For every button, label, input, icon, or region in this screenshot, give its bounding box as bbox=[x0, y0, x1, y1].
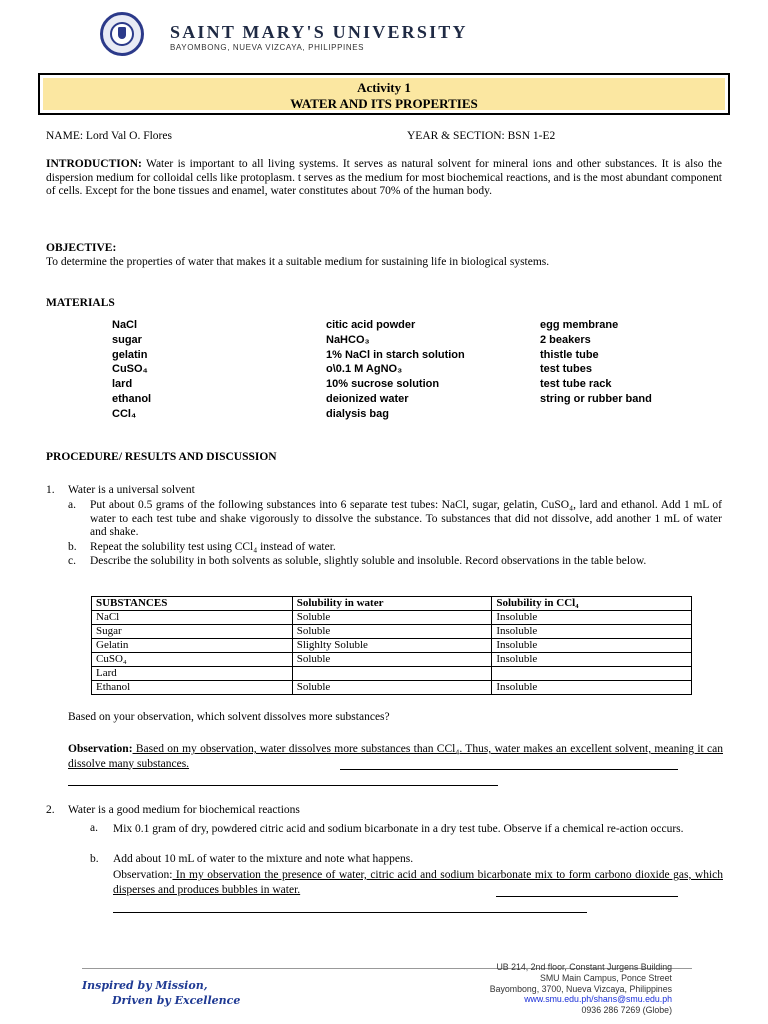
student-name: NAME: Lord Val O. Flores bbox=[46, 130, 172, 142]
item-1a-marker: a. bbox=[68, 499, 76, 511]
material-item: 2 beakers bbox=[540, 333, 591, 346]
table-cell bbox=[292, 667, 492, 681]
table-cell: Lard bbox=[92, 667, 293, 681]
university-seal-icon bbox=[100, 12, 144, 56]
footer-slogan bbox=[82, 978, 240, 1008]
table-cell: Insoluble bbox=[492, 653, 692, 667]
item-1b-marker: b. bbox=[68, 541, 77, 553]
table-row bbox=[92, 653, 692, 667]
table-row bbox=[92, 611, 692, 625]
material-item: citic acid powder bbox=[326, 319, 416, 331]
address-line: UB 214, 2nd floor, Constant Jurgens Building bbox=[496, 962, 672, 972]
website-email-link[interactable]: www.smu.edu.ph/shans@smu.edu.ph bbox=[524, 994, 672, 1005]
footer-address bbox=[490, 962, 672, 1016]
answer-line bbox=[113, 912, 587, 913]
observation-2-paragraph bbox=[113, 868, 723, 898]
slogan-line-2: Driven by Excellence bbox=[112, 994, 241, 1007]
material-item: test tube rack bbox=[540, 378, 612, 391]
observation-1-paragraph bbox=[68, 742, 723, 771]
materials-column-2 bbox=[326, 318, 465, 422]
table-cell: Insoluble bbox=[492, 681, 692, 695]
phone-number: 0936 286 7269 (Globe) bbox=[581, 1005, 672, 1016]
address-line: SMU Main Campus, Ponce Street bbox=[539, 972, 672, 983]
material-item: CCl₄ bbox=[112, 407, 137, 420]
item-2a-marker: a. bbox=[90, 822, 98, 834]
answer-line bbox=[340, 769, 678, 770]
introduction-paragraph bbox=[46, 158, 722, 199]
item-2-number: 2. bbox=[46, 804, 55, 816]
table-cell: Ethanol bbox=[92, 681, 293, 695]
answer-line bbox=[68, 785, 498, 786]
material-item: ethanol bbox=[112, 392, 152, 405]
table-cell: Soluble bbox=[292, 625, 492, 639]
table-cell: Sugar bbox=[92, 625, 293, 639]
table-cell: Soluble bbox=[292, 653, 492, 667]
materials-column-1 bbox=[112, 318, 151, 422]
table-cell: Slighlty Soluble bbox=[292, 639, 492, 653]
material-item: NaHCO₃ bbox=[326, 333, 370, 346]
table-cell: Soluble bbox=[292, 681, 492, 695]
material-item: gelatin bbox=[112, 348, 148, 361]
observation-1-label: Observation: bbox=[68, 743, 133, 755]
observation-1-text: Based on my observation, water dissolves more substances than CCl₄. Thus, water makes an excellent solvent, meaning it can dissolve many substances. bbox=[68, 743, 723, 770]
item-1b-text: Repeat the solubility test using CCl₄ instead of water. bbox=[90, 541, 336, 553]
activity-title-box bbox=[38, 73, 730, 115]
material-item: test tubes bbox=[540, 363, 592, 376]
objective-text: To determine the properties of water that makes it a suitable medium for sustaining life in biological systems. bbox=[46, 256, 550, 268]
address-line: Bayombong, 3700, Nueva Vizcaya, Philippines bbox=[489, 983, 672, 994]
table-cell: NaCl bbox=[92, 611, 293, 625]
observation-2-text: In my observation the presence of water, citric acid and sodium bicarbonate mix to form carbono dioxide gas, which disperses and produces bubbles in water. bbox=[113, 869, 723, 896]
year-section: YEAR & SECTION: BSN 1-E2 bbox=[407, 130, 556, 142]
introduction-text: Water is important to all living systems. It serves as natural solvent for mineral ions and other substances. It is also the dispersion medium for colloidal cells like protoplasm. t serves as the medium for most biochemical reactions, and is the most abundant component of cells. Except for the bone tissues and enamel, water constitutes about 70% of the human body. bbox=[46, 158, 722, 197]
activity-title: WATER AND ITS PROPERTIES bbox=[290, 96, 478, 111]
objective-label: OBJECTIVE: bbox=[46, 242, 117, 254]
table-row bbox=[92, 625, 692, 639]
material-item: o\0.1 M AgNO₃ bbox=[326, 363, 403, 376]
table-header: Solubility in CCl₄ bbox=[492, 597, 692, 611]
table-cell: Insoluble bbox=[492, 639, 692, 653]
item-2a-text: Mix 0.1 gram of dry, powdered citric acid and sodium bicarbonate in a dry test tube. Observe if a chemical re-action occurs. bbox=[113, 823, 684, 835]
table-cell: Gelatin bbox=[92, 639, 293, 653]
answer-line bbox=[496, 896, 678, 897]
item-2-title: Water is a good medium for biochemical reactions bbox=[68, 804, 300, 816]
item-1-title: Water is a universal solvent bbox=[68, 484, 195, 496]
table-header-row bbox=[92, 597, 692, 611]
activity-number: Activity 1 bbox=[357, 80, 411, 95]
solubility-table bbox=[91, 596, 692, 695]
item-1a-text: Put about 0.5 grams of the following substances into 6 separate test tubes: NaCl, sugar, gelatin, CuSO₄, lard and ethanol. Add 1 mL of water to each test tube and shake vigorously to dissolve the substance. To substances that did not dissolve, add another 1 mL of water and shake. bbox=[90, 499, 722, 538]
table-row bbox=[92, 681, 692, 695]
table-row bbox=[92, 667, 692, 681]
material-item: string or rubber band bbox=[540, 392, 652, 405]
procedure-label: PROCEDURE/ RESULTS AND DISCUSSION bbox=[46, 451, 277, 463]
material-item: sugar bbox=[112, 333, 142, 346]
introduction-label: INTRODUCTION: bbox=[46, 158, 142, 170]
slogan-line-1: Inspired by Mission, bbox=[82, 979, 208, 992]
university-name: SAINT MARY'S UNIVERSITY bbox=[170, 22, 468, 42]
table-header: Solubility in water bbox=[292, 597, 492, 611]
item-2b-text: Add about 10 mL of water to the mixture and note what happens. bbox=[113, 853, 414, 865]
material-item: dialysis bag bbox=[326, 407, 389, 420]
item-2b-marker: b. bbox=[90, 853, 99, 865]
observation-2-label: Observation: bbox=[113, 869, 173, 881]
material-item: CuSO₄ bbox=[112, 363, 148, 376]
table-cell: Soluble bbox=[292, 611, 492, 625]
material-item: 10% sucrose solution bbox=[326, 378, 440, 391]
table-row bbox=[92, 639, 692, 653]
material-item: deionized water bbox=[326, 392, 409, 405]
material-item: thistle tube bbox=[540, 348, 599, 361]
materials-label: MATERIALS bbox=[46, 297, 115, 309]
material-item: lard bbox=[112, 378, 133, 391]
solvent-question: Based on your observation, which solvent dissolves more substances? bbox=[68, 711, 390, 723]
table-header: SUBSTANCES bbox=[92, 597, 293, 611]
item-1c-text: Describe the solubility in both solvents as soluble, slightly soluble and insoluble. Record observations in the table below. bbox=[90, 555, 647, 567]
table-cell: Insoluble bbox=[492, 625, 692, 639]
item-1c-marker: c. bbox=[68, 555, 76, 567]
materials-column-3 bbox=[540, 318, 652, 407]
material-item: NaCl bbox=[112, 319, 138, 331]
material-item: egg membrane bbox=[540, 319, 619, 331]
item-1-number: 1. bbox=[46, 484, 55, 496]
table-cell bbox=[492, 667, 692, 681]
table-cell: CuSO₄ bbox=[92, 653, 293, 667]
university-location: BAYOMBONG, NUEVA VIZCAYA, PHILIPPINES bbox=[170, 43, 365, 52]
table-cell: Insoluble bbox=[492, 611, 692, 625]
material-item: 1% NaCl in starch solution bbox=[326, 348, 465, 361]
